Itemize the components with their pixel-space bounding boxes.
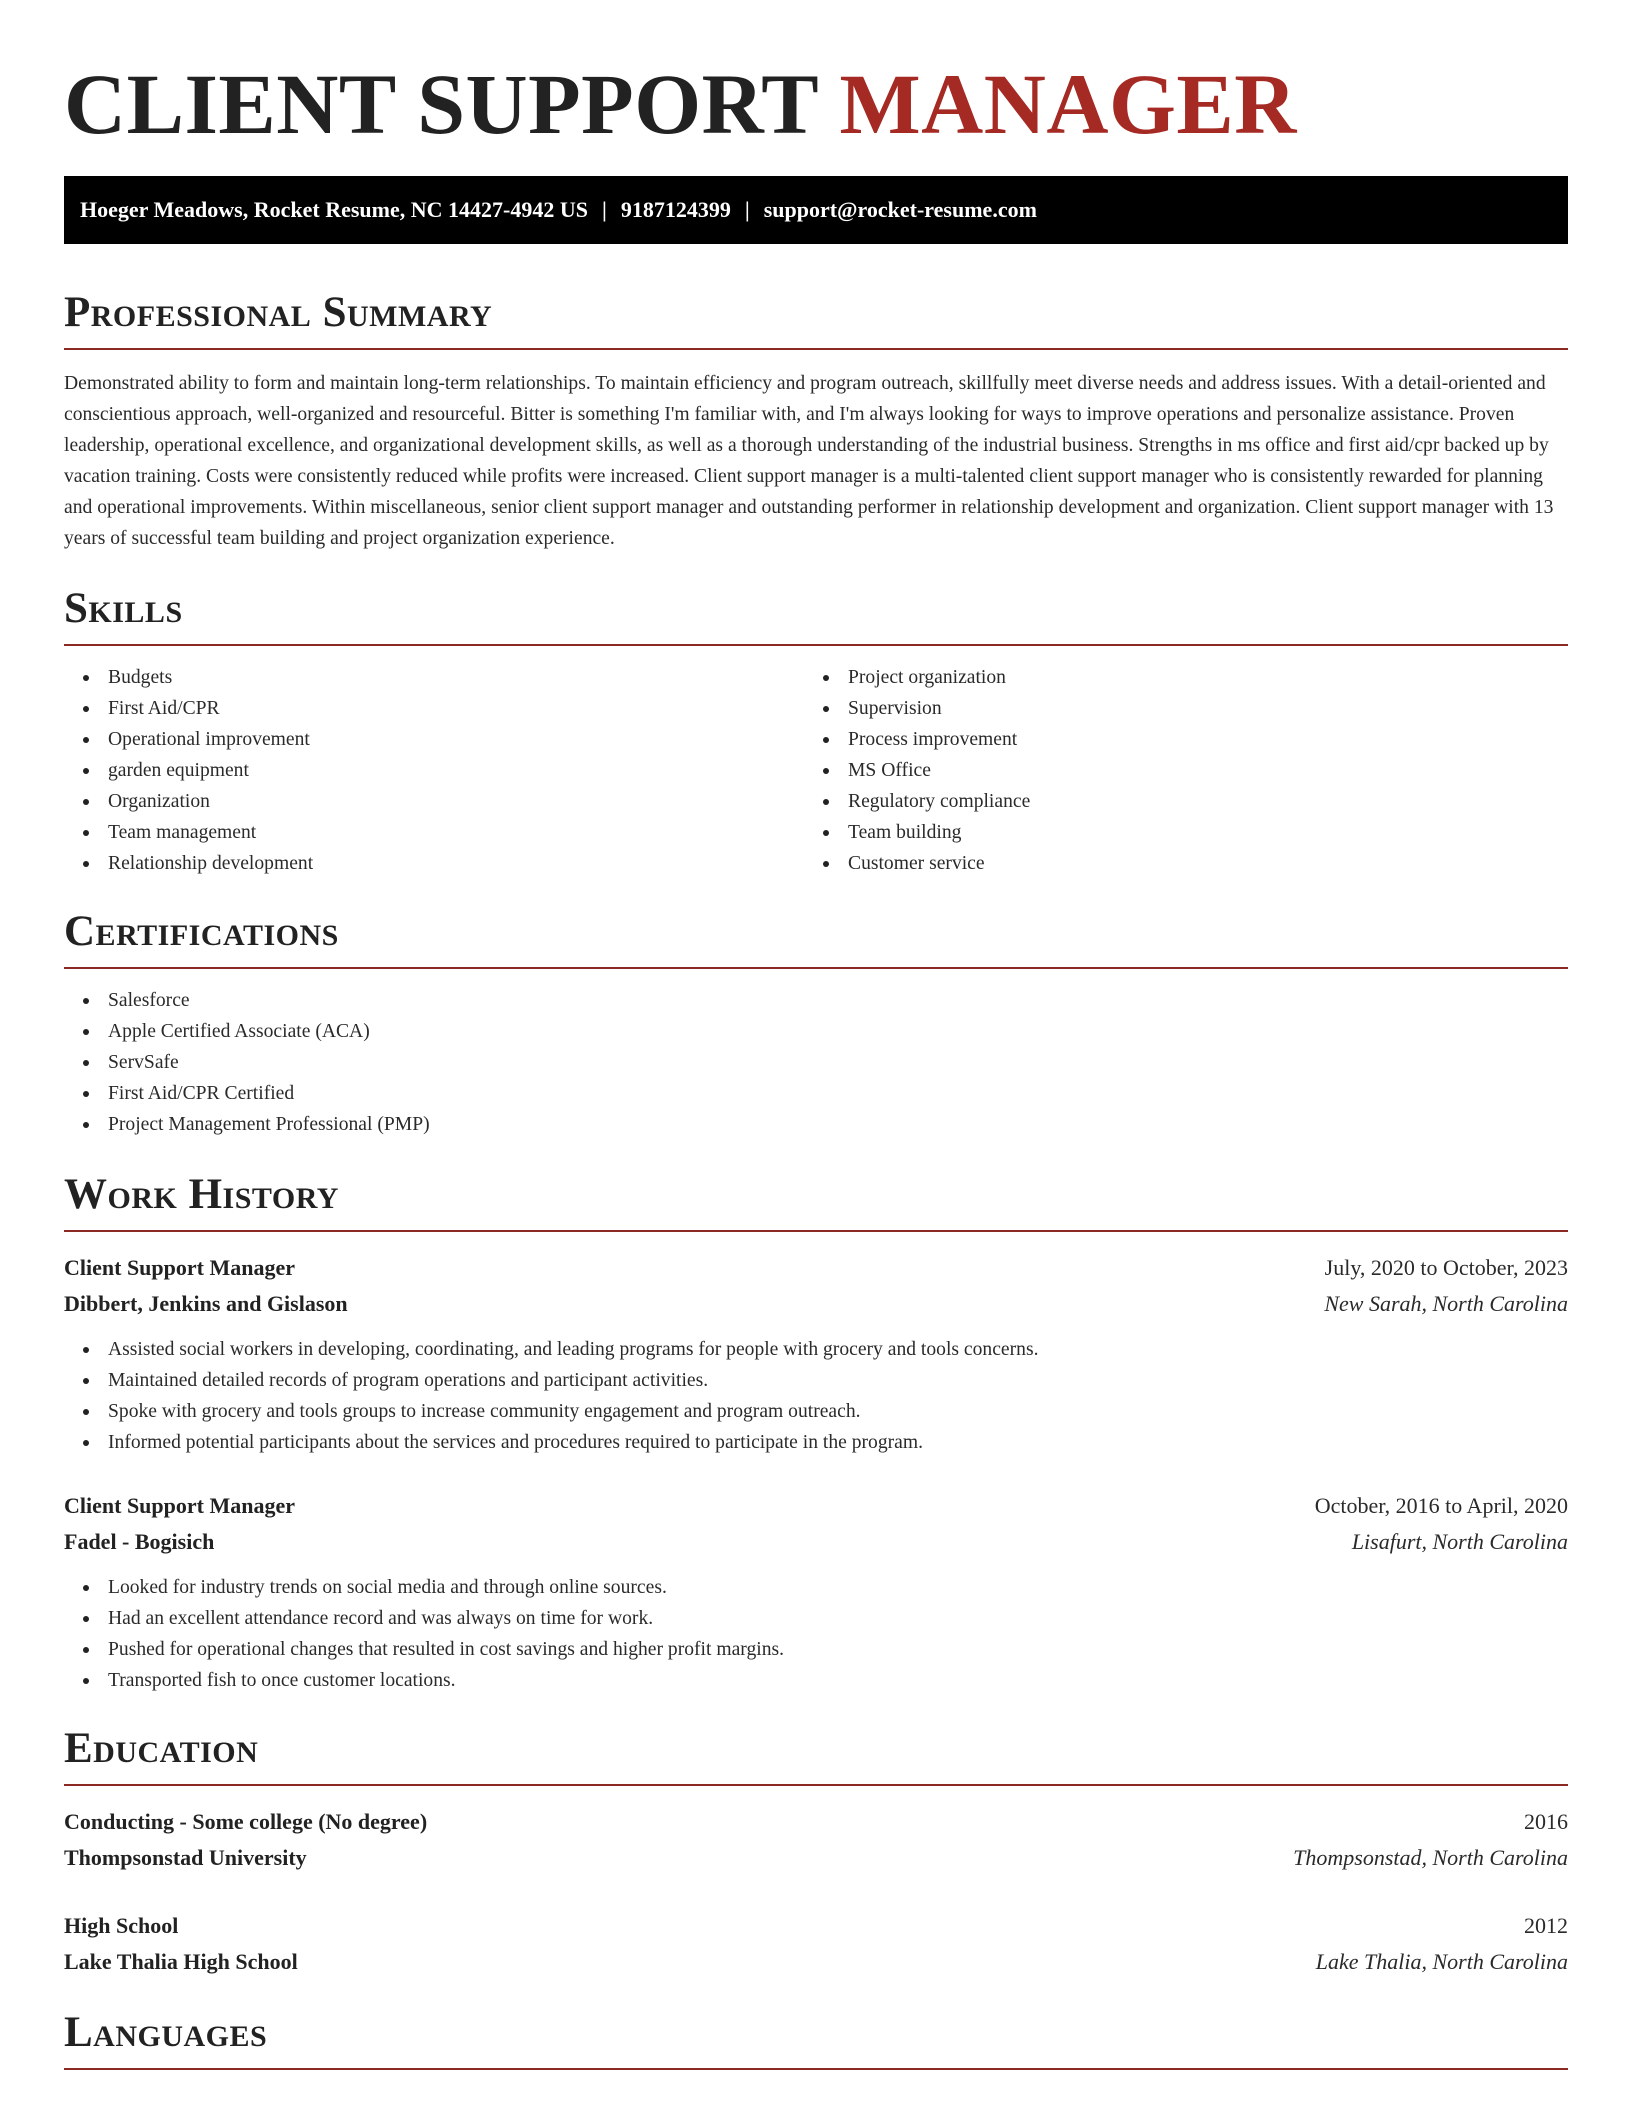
contact-separator: | xyxy=(601,197,607,222)
certification-item: Project Management Professional (PMP) xyxy=(64,1109,1568,1140)
section-heading: Certifications xyxy=(64,908,339,955)
education-entry xyxy=(64,1908,1568,1980)
job-bullet: Maintained detailed records of program operations and participant activities. xyxy=(64,1365,1568,1396)
skill-item: Supervision xyxy=(804,693,1544,724)
job-entry xyxy=(64,1250,1568,1458)
skill-item: First Aid/CPR xyxy=(64,693,804,724)
certification-item: Apple Certified Associate (ACA) xyxy=(64,1016,1568,1047)
section-divider xyxy=(64,644,1568,646)
skills-section xyxy=(64,584,1568,879)
job-title: Client Support Manager xyxy=(64,1255,295,1280)
certification-item: ServSafe xyxy=(64,1047,1568,1078)
skill-item: Operational improvement xyxy=(64,724,804,755)
education-section xyxy=(64,1724,1568,1980)
section-divider xyxy=(64,1230,1568,1232)
skill-item: Process improvement xyxy=(804,724,1544,755)
work-history-section xyxy=(64,1170,1568,1696)
job-title: Client Support Manager xyxy=(64,1493,295,1518)
section-heading: Work History xyxy=(64,1171,339,1218)
skill-item: Budgets xyxy=(64,662,804,693)
job-entry xyxy=(64,1488,1568,1696)
skill-item: Customer service xyxy=(804,848,1544,879)
job-bullet: Pushed for operational changes that resulted in cost savings and higher profit margins. xyxy=(64,1634,1568,1665)
contact-email: support@rocket-resume.com xyxy=(763,197,1037,222)
education-degree: Conducting - Some college (No degree) xyxy=(64,1809,428,1834)
job-company: Fadel - Bogisich xyxy=(64,1529,215,1554)
section-heading: Professional Summary xyxy=(64,289,493,336)
education-degree: High School xyxy=(64,1913,179,1938)
education-location: Lake Thalia, North Carolina xyxy=(1315,1949,1568,1974)
skill-item: Team building xyxy=(804,817,1544,848)
job-bullet: Had an excellent attendance record and was always on time for work. xyxy=(64,1603,1568,1634)
section-divider xyxy=(64,967,1568,969)
skill-item: Regulatory compliance xyxy=(804,786,1544,817)
job-dates: October, 2016 to April, 2020 xyxy=(1314,1493,1568,1518)
resume-title xyxy=(64,0,1568,152)
skills-column-right xyxy=(804,662,1544,879)
certifications-section xyxy=(64,907,1568,1140)
contact-phone: 9187124399 xyxy=(620,197,731,222)
job-bullet: Informed potential participants about the services and procedures required to participate in the program. xyxy=(64,1427,1568,1458)
section-heading: Education xyxy=(64,1725,259,1772)
section-divider xyxy=(64,348,1568,350)
job-company: Dibbert, Jenkins and Gislason xyxy=(64,1291,348,1316)
job-bullet: Looked for industry trends on social media and through online sources. xyxy=(64,1572,1568,1603)
contact-bar xyxy=(64,176,1568,244)
education-school: Lake Thalia High School xyxy=(64,1949,298,1974)
education-year: 2016 xyxy=(1524,1809,1568,1834)
education-year: 2012 xyxy=(1524,1913,1568,1938)
skill-item: Relationship development xyxy=(64,848,804,879)
section-heading: Skills xyxy=(64,585,183,632)
skill-item: garden equipment xyxy=(64,755,804,786)
section-divider xyxy=(64,1784,1568,1786)
skill-item: Team management xyxy=(64,817,804,848)
languages-section xyxy=(64,2008,1568,2070)
certification-item: First Aid/CPR Certified xyxy=(64,1078,1568,1109)
skill-item: Organization xyxy=(64,786,804,817)
job-dates: July, 2020 to October, 2023 xyxy=(1324,1255,1568,1280)
education-location: Thompsonstad, North Carolina xyxy=(1293,1845,1568,1870)
job-bullet: Spoke with grocery and tools groups to increase community engagement and program outreach. xyxy=(64,1396,1568,1427)
skill-item: MS Office xyxy=(804,755,1544,786)
contact-separator: | xyxy=(744,197,750,222)
skills-grid xyxy=(64,662,1568,879)
education-entry xyxy=(64,1804,1568,1876)
section-heading: Languages xyxy=(64,2009,268,2056)
education-school: Thompsonstad University xyxy=(64,1845,307,1870)
summary-text: Demonstrated ability to form and maintain long-term relationships. To maintain efficiency and program outreach, skillfully meet diverse needs and address issues. With a detail-oriented and conscientious approach, well-organized and resourceful. Bitter is something I'm familiar with, and I'm always looking for ways to improve operations and personalize assistance. Proven leadership, operational excellence, and organizational development skills, as well as a thorough understanding of the industrial business. Strengths in ms office and first aid/cpr backed up by vacation training. Costs were consistently reduced while profits were increased. Client support manager is a multi-talented client support manager who is consistently rewarded for planning and operational improvements. Within miscellaneous, senior client support manager and outstanding performer in relationship development and organization. Client support manager with 13 years of successful team building and project organization experience. xyxy=(64,373,1554,549)
job-bullet: Assisted social workers in developing, coordinating, and leading programs for people with grocery and tools concerns. xyxy=(64,1334,1568,1365)
skills-column-left xyxy=(64,662,804,879)
job-bullet: Transported fish to once customer locations. xyxy=(64,1665,1568,1696)
section-divider xyxy=(64,2068,1568,2070)
contact-address: Hoeger Meadows, Rocket Resume, NC 14427-4942 US xyxy=(80,197,588,222)
summary-section xyxy=(64,288,1568,554)
title-main: CLIENT SUPPORT xyxy=(64,56,840,152)
job-location: Lisafurt, North Carolina xyxy=(1351,1529,1568,1554)
certification-item: Salesforce xyxy=(64,985,1568,1016)
title-accent: MANAGER xyxy=(839,56,1297,152)
skill-item: Project organization xyxy=(804,662,1544,693)
job-location: New Sarah, North Carolina xyxy=(1324,1291,1568,1316)
